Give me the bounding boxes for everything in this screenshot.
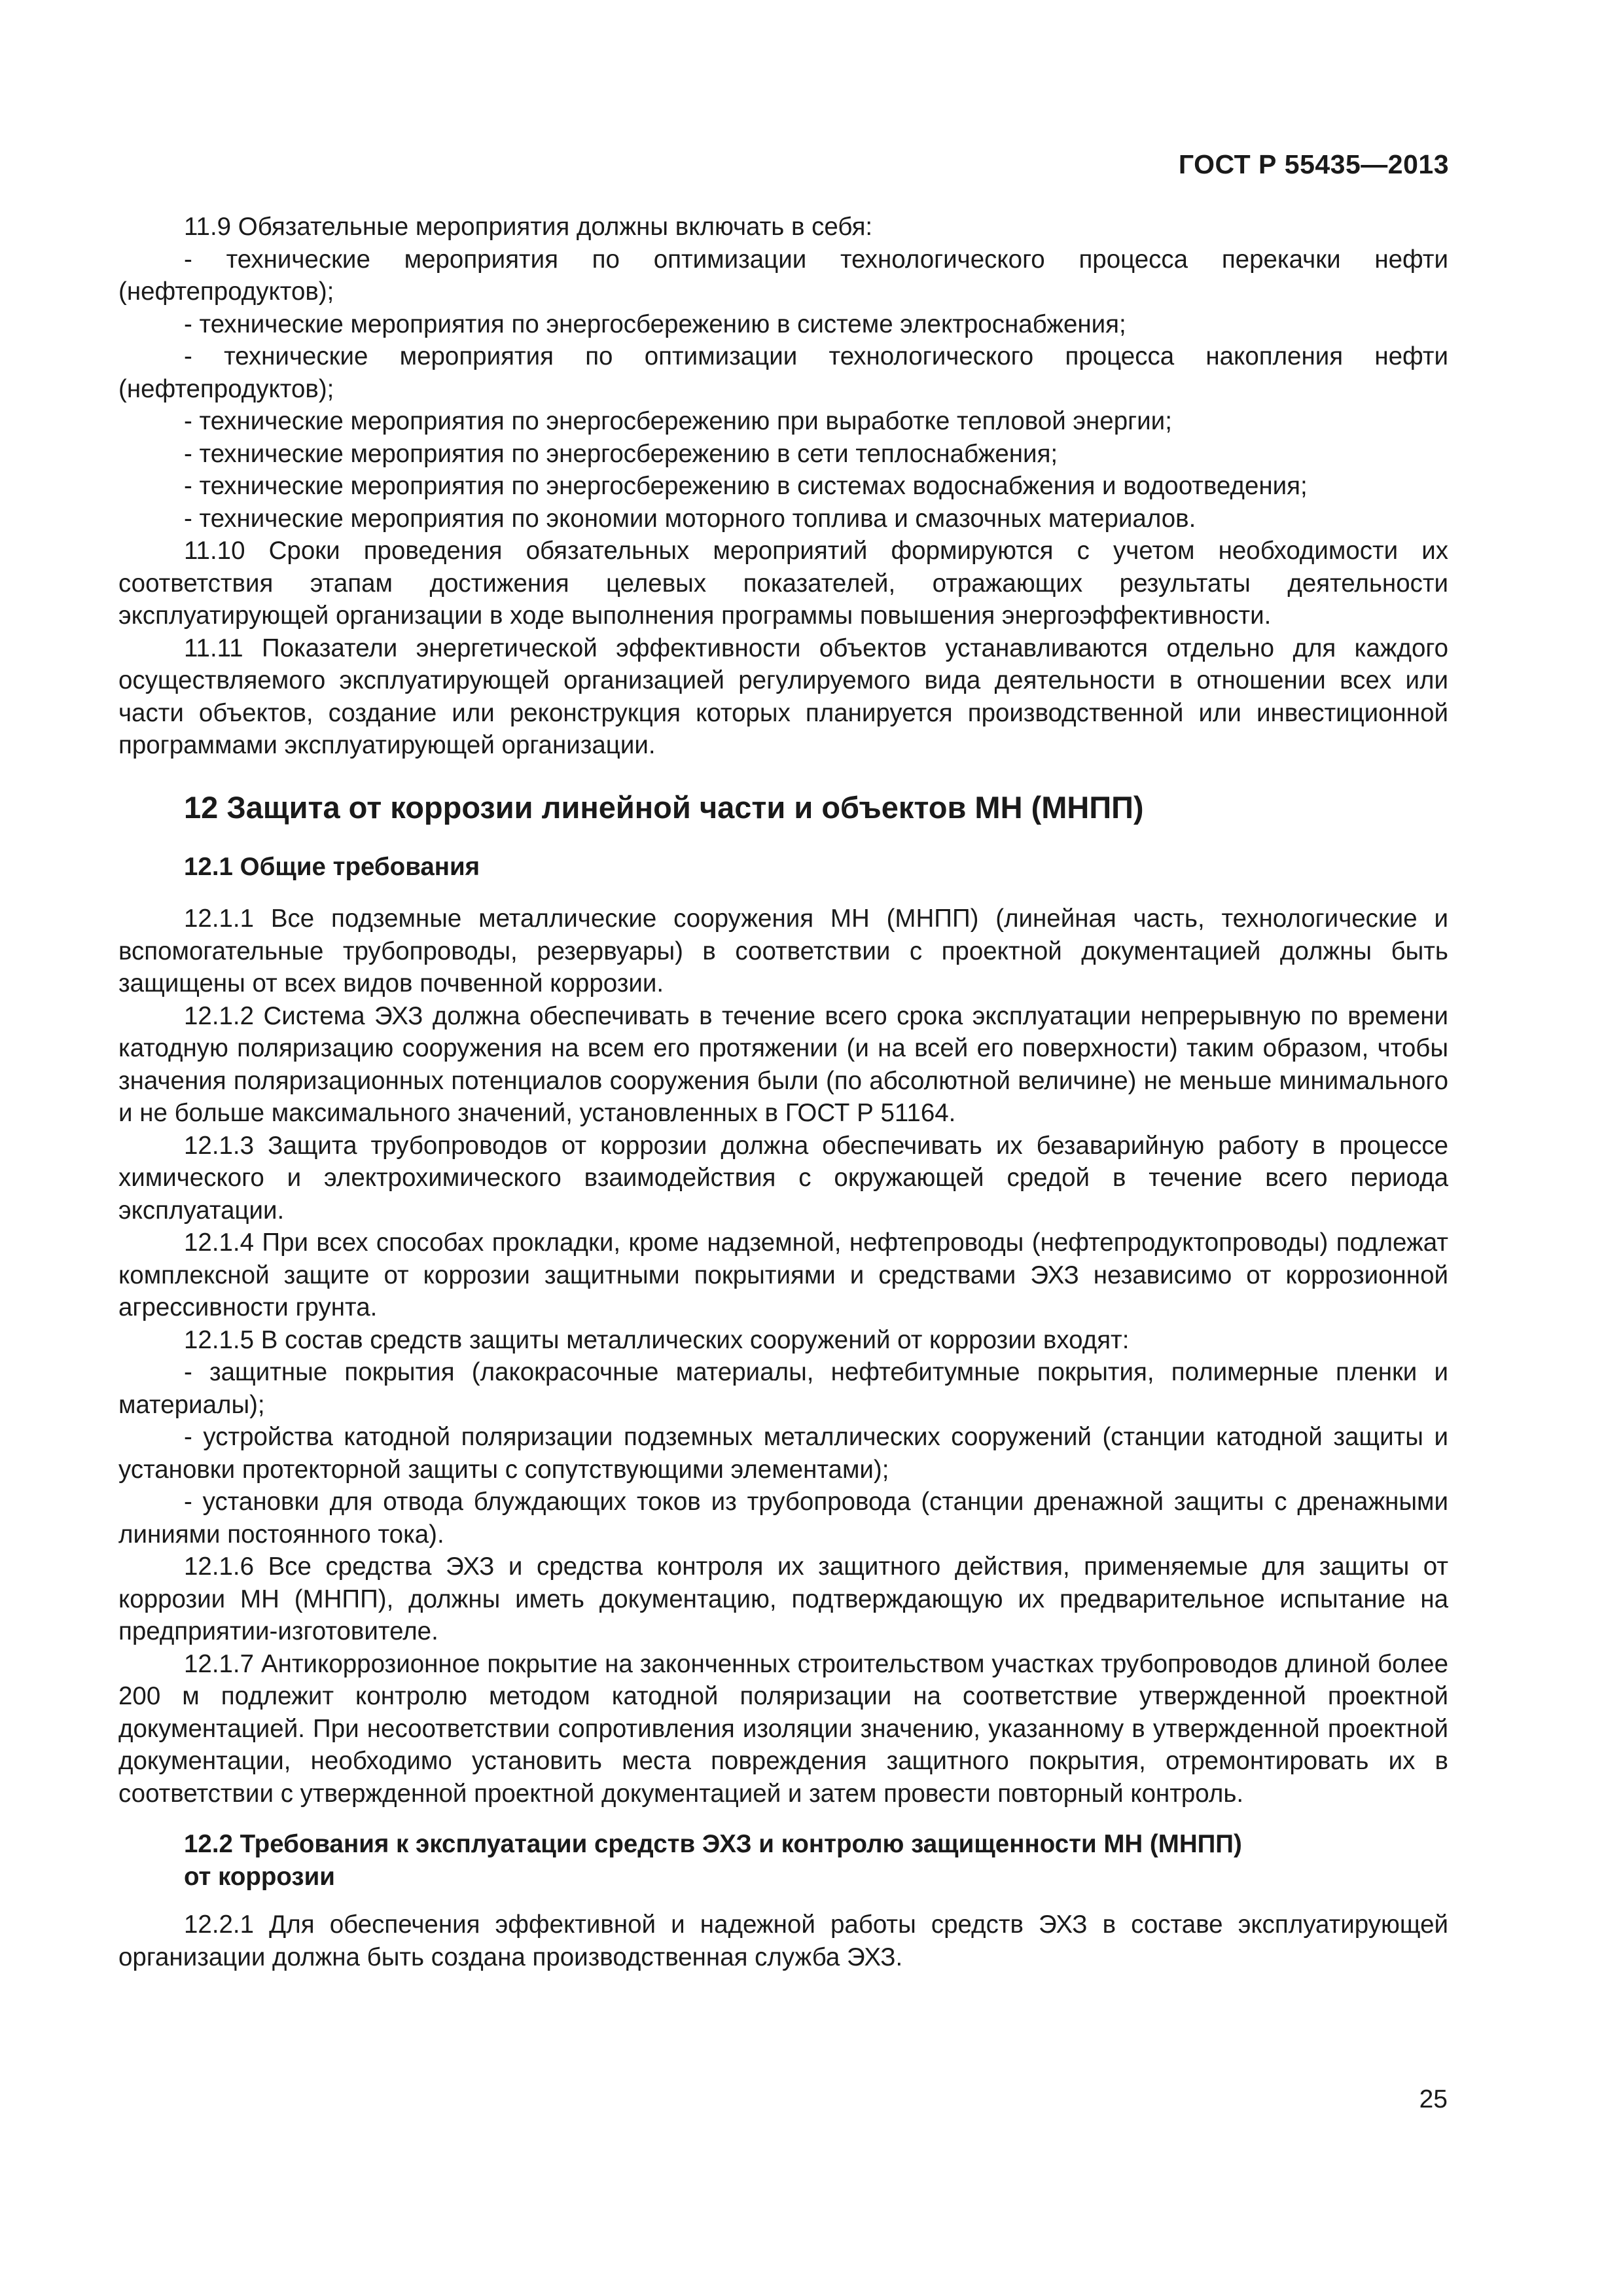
paragraph-11-11: 11.11 Показатели энергетической эффективности объектов устанавливаются отдельно для каждого осуществляемого эксплуатирующей организацией регулируемого вида деятельности в отношении всех или части объектов, создание или реконструкция которых планируется производственной или инвестиционной программами эксплуатирующей организации.	[118, 634, 1448, 759]
subsection-12-2-heading-line2: от коррозии	[184, 1862, 335, 1891]
list-item: - установки для отвода блуждающих токов из трубопровода (станции дренажной защиты с дренажными линиями постоянного тока).	[118, 1488, 1448, 1549]
paragraph-12-1-7: 12.1.7 Антикоррозионное покрытие на законченных строительством участках трубопроводов длиной более 200 м подлежит контролю методом катодной поляризации на соответствие утвержденной проектной документацией. При несоответствии сопротивления изоляции значению, указанному в утвержденной проектной документации, необходимо установить места повреждения защитного покрытия, отремонтировать их в соответствии с утвержденной проектной документацией и затем провести повторный контроль.	[118, 1649, 1448, 1808]
list-item: - технические мероприятия по оптимизации технологического процесса накопления нефти (нефтепродуктов);	[118, 342, 1448, 403]
list-item: - защитные покрытия (лакокрасочные материалы, нефтебитумные покрытия, полимерные пленки и материалы);	[118, 1358, 1448, 1419]
list-item: - технические мероприятия по оптимизации технологического процесса перекачки нефти (нефтепродуктов);	[118, 245, 1448, 306]
paragraph-12-2-1: 12.2.1 Для обеспечения эффективной и надежной работы средств ЭХЗ в составе эксплуатирующей организации должна быть создана производственная служба ЭХЗ.	[118, 1910, 1448, 1971]
list-item: - технические мероприятия по энергосбережению в системе электроснабжения;	[184, 310, 1126, 338]
list-item: - технические мероприятия по энергосбережению в сети теплоснабжения;	[184, 439, 1058, 468]
list-item: - технические мероприятия по экономии моторного топлива и смазочных материалов.	[184, 504, 1196, 533]
page-number: 25	[1419, 2085, 1448, 2113]
paragraph-12-1-1: 12.1.1 Все подземные металлические сооружения МН (МНПП) (линейная часть, технологические и вспомогательные трубопроводы, резервуары) в соответствии с проектной документацией должны быть защищены от всех видов почвенной коррозии.	[118, 905, 1448, 997]
paragraph-12-1-6: 12.1.6 Все средства ЭХЗ и средства контроля их защитного действия, применяемые для защиты от коррозии МН (МНПП), должны иметь документацию, подтверждающую их предварительное испытание на предприятии-изготовителе.	[118, 1552, 1448, 1645]
list-item: - устройства катодной поляризации подземных металлических сооружений (станции катодной защиты и установки протекторной защиты с сопутствующими элементами);	[118, 1423, 1448, 1484]
paragraph-12-1-3: 12.1.3 Защита трубопроводов от коррозии должна обеспечивать их безаварийную работу в процессе химического и электрохимического взаимодействия с окружающей средой в течение всего периода эксплуатации.	[118, 1131, 1448, 1225]
paragraph-12-1-5: 12.1.5 В состав средств защиты металлических сооружений от коррозии входят:	[184, 1325, 1130, 1354]
page-content	[118, 211, 1448, 1973]
list-item: - технические мероприятия по энергосбережению при выработке тепловой энергии;	[184, 407, 1172, 435]
subsection-12-2-heading-line1: 12.2 Требования к эксплуатации средств ЭХЗ и контролю защищенности МН (МНПП)	[184, 1830, 1242, 1858]
paragraph-11-9: 11.9 Обязательные мероприятия должны включать в себя:	[184, 213, 873, 241]
paragraph-12-1-4: 12.1.4 При всех способах прокладки, кроме надземной, нефтепроводы (нефтепродуктопроводы) подлежат комплексной защите от коррозии защитными покрытиями и средствами ЭХЗ независимо от коррозионной агрессивности грунта.	[118, 1229, 1448, 1321]
subsection-12-1-heading: 12.1 Общие требования	[184, 852, 480, 881]
subsection-12-2-heading	[118, 1828, 1448, 1893]
document-header: ГОСТ Р 55435—2013	[1178, 149, 1449, 179]
paragraph-12-1-2: 12.1.2 Система ЭХЗ должна обеспечивать в течение всего срока эксплуатации непрерывную по времени катодную поляризацию сооружения на всем его протяжении (и на всей его поверхности) таким образом, чтобы значения поляризационных потенциалов сооружения были (по абсолютной величине) не меньше минимального и не больше максимального значений, установленных в ГОСТ Р 51164.	[118, 1001, 1448, 1127]
list-item: - технические мероприятия по энергосбережению в системах водоснабжения и водоотведения;	[184, 472, 1308, 500]
paragraph-11-10: 11.10 Сроки проведения обязательных мероприятий формируются с учетом необходимости их соответствия этапам достижения целевых показателей, отражающих результаты деятельности эксплуатирующей организации в ходе выполнения программы повышения энергоэффективности.	[118, 537, 1448, 630]
section-12-heading: 12 Защита от коррозии линейной части и объектов МН (МНПП)	[184, 789, 1144, 825]
